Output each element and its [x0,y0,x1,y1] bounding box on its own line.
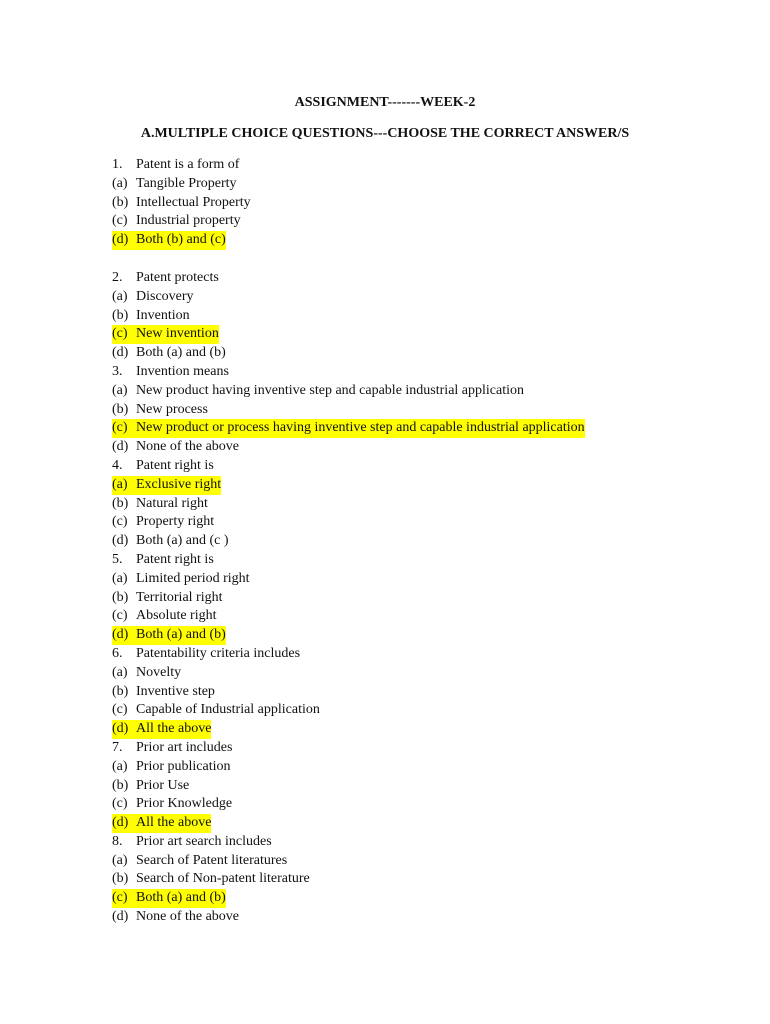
option-marker: (a) [112,758,128,774]
answer-option [112,607,732,626]
answer-option [112,795,732,814]
answer-option [112,401,732,420]
option-marker: (c) [112,213,128,229]
option-marker: (d) [112,232,129,248]
question-stem [112,739,732,758]
option-text: Property right [136,514,215,530]
option-marker: (b) [112,589,129,605]
option-content [112,438,239,457]
answer-option [112,570,732,589]
correct-answer-option [112,231,732,250]
option-marker: (d) [112,909,129,925]
option-content [112,401,208,420]
answer-option [112,870,732,889]
correct-answer-option [112,325,732,344]
question-number: 1. [112,157,123,172]
question-stem [112,269,732,288]
answer-option [112,701,732,720]
option-content [112,795,232,814]
option-content [112,175,237,194]
answer-option [112,438,732,457]
answer-option [112,532,732,551]
option-marker: (b) [112,777,129,793]
option-content [112,194,251,213]
option-content [112,683,215,702]
answer-option [112,777,732,796]
answer-option [112,382,732,401]
answer-option [112,194,732,213]
option-marker: (a) [112,664,128,680]
question-2 [112,269,732,363]
option-text: Absolute right [136,608,217,624]
option-marker: (d) [112,439,129,455]
option-marker: (d) [112,533,129,549]
answer-highlight [112,720,211,739]
answer-highlight [112,231,226,250]
question-number: 7. [112,739,123,755]
option-marker: (d) [112,345,129,361]
question-6 [112,645,732,739]
option-text: Both (b) and (c) [136,232,226,248]
section-heading: A.MULTIPLE CHOICE QUESTIONS---CHOOSE THE CORRECT ANSWER/S [140,126,630,141]
option-text: Both (a) and (b) [136,890,226,906]
option-text: Exclusive right [136,476,222,492]
option-marker: (a) [112,852,128,868]
answer-option [112,495,732,514]
option-text: Intellectual Property [136,194,251,210]
option-text: None of the above [136,909,240,925]
question-text: Patent is a form of [136,157,240,172]
option-text: Prior publication [136,758,231,774]
question-list [112,156,732,927]
option-text: Territorial right [136,589,223,605]
option-marker: (a) [112,175,128,191]
option-marker: (d) [112,815,129,831]
option-marker: (b) [112,401,129,417]
option-content [112,307,190,326]
question-stem [112,363,732,382]
option-content [112,513,214,532]
option-marker: (a) [112,570,128,586]
option-marker: (d) [112,721,129,737]
option-content [112,288,194,307]
question-text: Patent right is [136,551,214,567]
answer-option [112,344,732,363]
answer-highlight [112,419,585,438]
question-text: Invention means [136,363,229,379]
option-content [112,908,239,927]
answer-option [112,589,732,608]
option-text: Invention [136,307,190,323]
answer-option [112,212,732,231]
question-number: 2. [112,269,123,285]
answer-option [112,664,732,683]
option-content [112,570,250,589]
correct-answer-option [112,889,732,908]
option-content [112,852,287,871]
question-text: Prior art includes [136,739,233,755]
answer-highlight [112,325,219,344]
option-text: Both (a) and (c ) [136,533,229,549]
option-marker: (d) [112,627,129,643]
correct-answer-option [112,476,732,495]
option-content [112,344,226,363]
option-marker: (a) [112,288,128,304]
question-stem [112,833,732,852]
question-number: 8. [112,833,123,849]
option-marker: (a) [112,382,128,398]
question-stem [112,645,732,664]
option-content [112,495,208,514]
answer-option [112,683,732,702]
option-content [112,382,524,401]
option-content [112,758,231,777]
option-text: Both (a) and (b) [136,345,226,361]
option-content [112,589,223,608]
option-text: New product or process having inventive step and capable industrial application [136,420,585,436]
option-text: Discovery [136,288,194,304]
answer-highlight [112,626,226,645]
option-content [112,532,229,551]
correct-answer-option [112,419,732,438]
option-text: Prior Use [136,777,190,793]
answer-option [112,908,732,927]
option-text: New invention [136,326,219,342]
question-number: 3. [112,363,123,379]
answer-option [112,758,732,777]
question-text: Patent right is [136,457,214,473]
correct-answer-option [112,814,732,833]
answer-option [112,513,732,532]
option-text: New product having inventive step and capable industrial application [136,382,524,398]
answer-option [112,288,732,307]
option-marker: (c) [112,796,128,812]
option-text: Search of Patent literatures [136,852,288,868]
correct-answer-option [112,720,732,739]
option-marker: (b) [112,871,129,887]
question-7 [112,739,732,833]
option-text: New process [136,401,208,417]
option-text: Inventive step [136,683,215,699]
question-text: Prior art search includes [136,833,272,849]
option-text: Search of Non-patent literature [136,871,310,887]
question-4 [112,457,732,551]
correct-answer-option [112,626,732,645]
answer-option [112,175,732,194]
question-text: Patentability criteria includes [136,645,301,661]
option-content [112,664,181,683]
answer-highlight [112,476,221,495]
option-marker: (b) [112,683,129,699]
option-text: Novelty [136,664,182,680]
option-text: Industrial property [136,213,241,229]
question-3 [112,363,732,457]
question-number: 4. [112,457,123,473]
option-content [112,777,189,796]
option-marker: (b) [112,194,129,210]
option-text: All the above [136,815,212,831]
option-marker: (a) [112,476,128,492]
option-text: Natural right [136,495,208,511]
option-text: Tangible Property [136,175,237,191]
assignment-title: ASSIGNMENT-------WEEK-2 [294,95,476,110]
answer-option [112,307,732,326]
option-text: Limited period right [136,570,250,586]
option-marker: (b) [112,495,129,511]
answer-highlight [112,814,211,833]
option-marker: (c) [112,608,128,624]
question-stem [112,551,732,570]
question-8 [112,833,732,927]
answer-option [112,852,732,871]
option-marker: (c) [112,890,128,906]
answer-highlight [112,889,226,908]
question-number: 6. [112,645,123,661]
question-text: Patent protects [136,269,219,285]
option-text: Prior Knowledge [136,796,233,812]
option-content [112,607,217,626]
question-stem [112,156,732,175]
question-1 [112,156,732,250]
option-marker: (c) [112,514,128,530]
option-content [112,212,241,231]
question-5 [112,551,732,645]
option-text: All the above [136,721,212,737]
option-marker: (c) [112,420,128,436]
option-marker: (c) [112,702,128,718]
option-marker: (c) [112,326,128,342]
option-marker: (b) [112,307,129,323]
option-text: Capable of Industrial application [136,702,320,718]
option-text: None of the above [136,439,240,455]
question-number: 5. [112,551,123,567]
option-text: Both (a) and (b) [136,627,226,643]
question-stem [112,457,732,476]
option-content [112,870,310,889]
option-content [112,701,320,720]
